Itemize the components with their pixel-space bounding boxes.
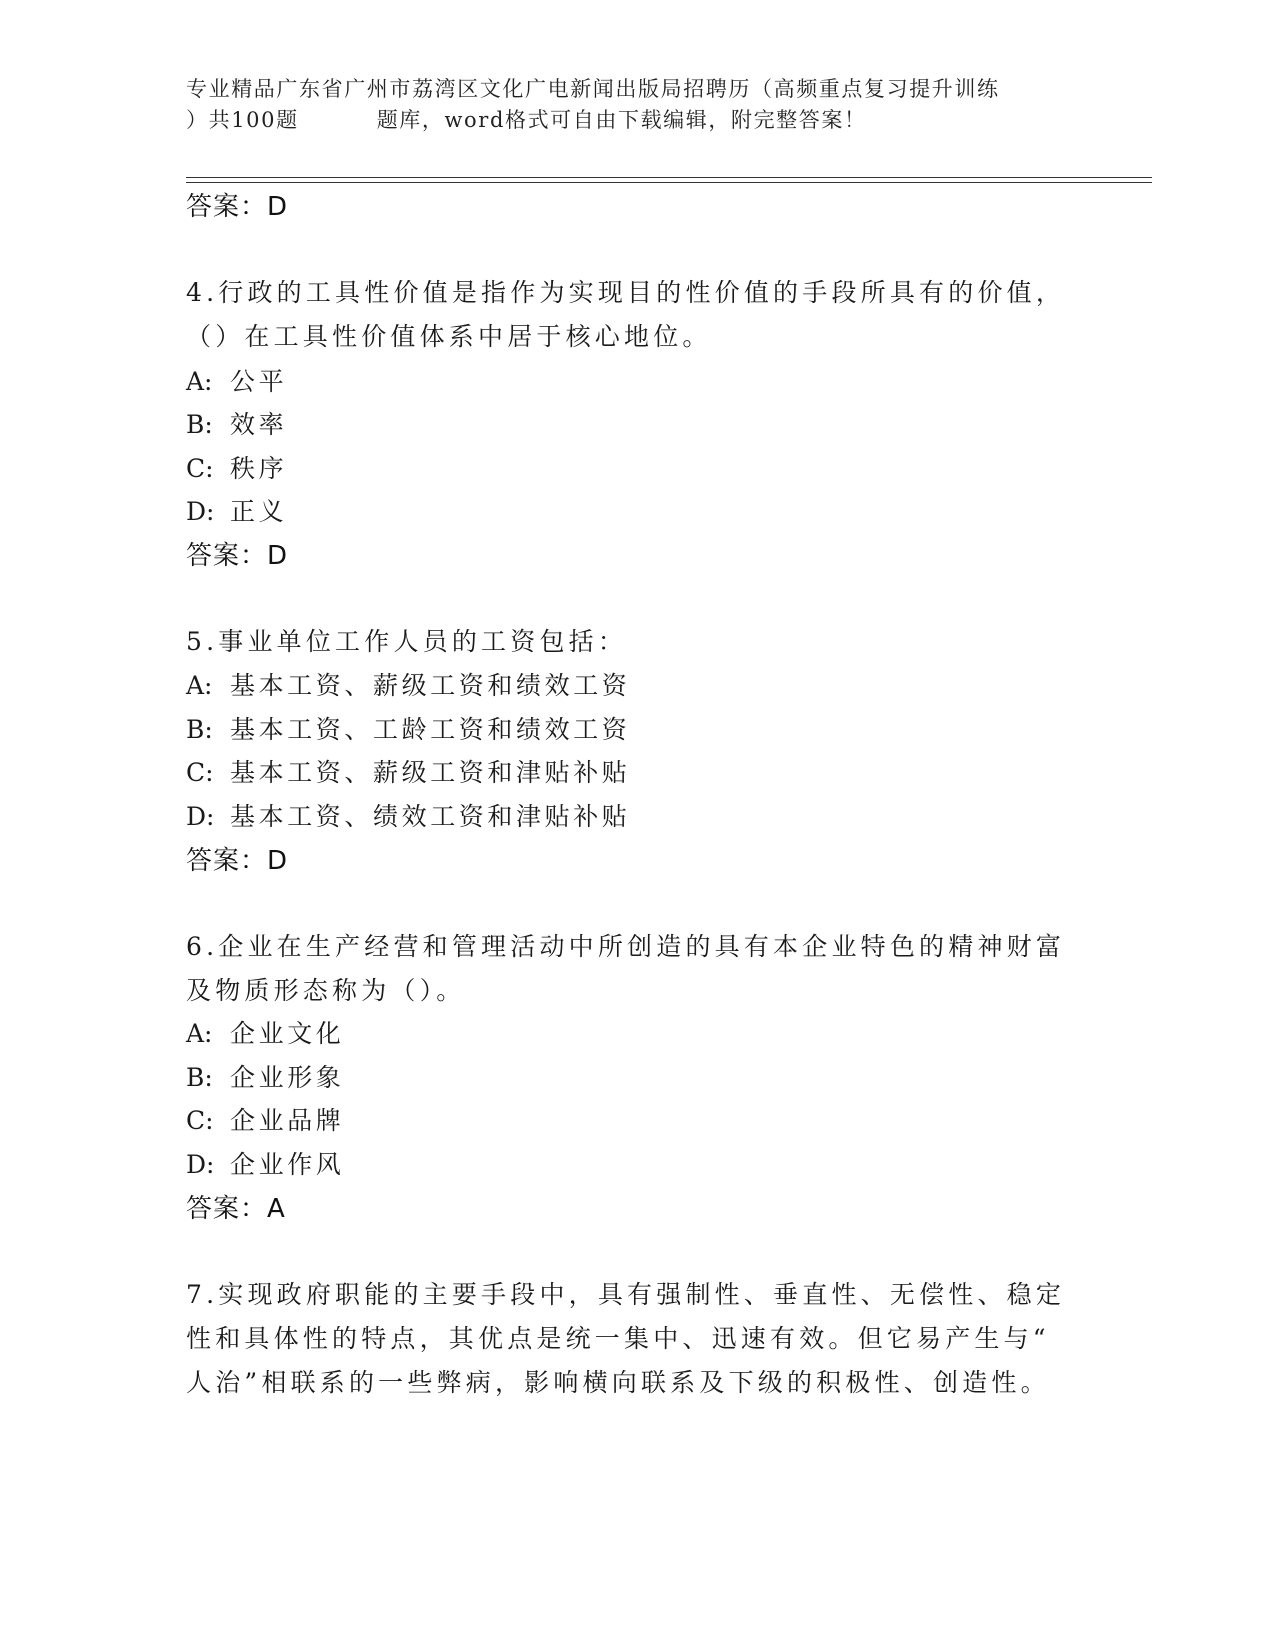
question-6-option-a: A: 企业文化 [186,1019,345,1048]
question-7-line-2: 性和具体性的特点，其优点是统一集中、迅速有效。但它易产生与“ [186,1324,1050,1353]
question-4-option-d: D: 正义 [186,497,288,526]
question-4-option-a: A: 公平 [186,367,288,396]
question-6-line-1: 6.企业在生产经营和管理活动中所创造的具有本企业特色的精神财富 [186,932,1066,961]
answer-q6: 答案：A [186,1194,286,1224]
question-5-line-1: 5.事业单位工作人员的工资包括： [186,627,628,656]
header-line-2-left: ）共100题 [186,108,299,132]
answer-q4: 答案：D [186,541,289,571]
header-rule-top [186,177,1152,178]
question-6-line-2: 及物质形态称为（）。 [186,976,466,1005]
question-7-line-3: 人治”相联系的一些弊病，影响横向联系及下级的积极性、创造性。 [186,1368,1050,1397]
question-4-option-b: B: 效率 [186,410,288,439]
header-rule-bottom [186,182,1152,183]
question-6-option-c: C: 企业品牌 [186,1106,345,1135]
question-5-option-d: D: 基本工资、绩效工资和津贴补贴 [186,802,631,831]
header-line-1: 专业精品广东省广州市荔湾区文化广电新闻出版局招聘历（高频重点复习提升训练 [186,77,1000,101]
page-header [186,74,1086,136]
question-4-line-1: 4.行政的工具性价值是指作为实现目的性价值的手段所具有的价值， [186,278,1066,307]
question-5-option-a: A: 基本工资、薪级工资和绩效工资 [186,671,631,700]
question-7-line-1: 7.实现政府职能的主要手段中，具有强制性、垂直性、无偿性、稳定 [186,1280,1066,1309]
question-5-option-b: B: 基本工资、工龄工资和绩效工资 [186,715,631,744]
answer-q5: 答案：D [186,846,289,876]
header-line-2-right: 题库，word格式可自由下载编辑，附完整答案！ [376,108,867,132]
question-6-option-d: D: 企业作风 [186,1150,345,1179]
header-line-2 [186,105,1086,136]
question-4-line-2: （）在工具性价值体系中居于核心地位。 [186,322,712,351]
question-6-option-b: B: 企业形象 [186,1063,345,1092]
answer-q3: 答案：D [186,192,289,222]
question-4-option-c: C: 秩序 [186,454,288,483]
question-5-option-c: C: 基本工资、薪级工资和津贴补贴 [186,758,631,787]
